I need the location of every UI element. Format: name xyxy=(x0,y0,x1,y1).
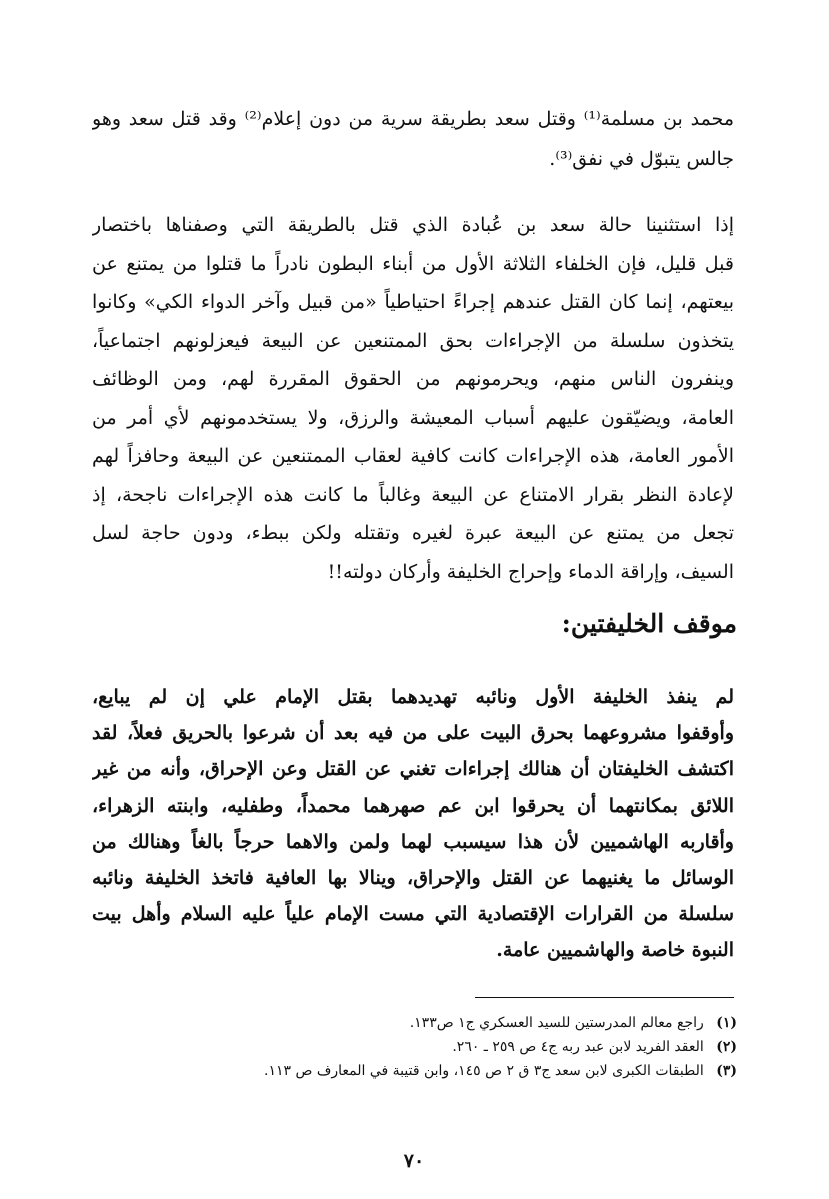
paragraph-line: العامة، ويضيّقون عليهم أسباب المعيشة والرزق، ولا يستخدمونهم لأي أمر من xyxy=(92,406,734,429)
paragraph-line: سلسلة من القرارات الإقتصادية التي مست الإمام علياً عليه السلام وأهل بيت xyxy=(92,903,734,926)
paragraph-section xyxy=(92,679,734,969)
paragraph-line: يتخذون سلسلة من الإجراءات بحق الممتنعين عن البيعة فيعزلونهم اجتماعياً، xyxy=(92,329,734,352)
paragraph-line: وأوقفوا مشروعهما بحرق البيت على من فيه بعد أن شرعوا بالحريق فعلاً، لقد xyxy=(92,722,734,745)
paragraph-line: جالس يتبوّل في نفق⁽³⁾. xyxy=(549,148,734,170)
paragraph-line: الأمور العامة، هذه الإجراءات كانت كافية لعقاب الممتنعين عن البيعة وحافزاً لهم xyxy=(92,445,734,467)
footnote-number: (٣) xyxy=(716,1063,737,1079)
footnote-item xyxy=(177,1059,737,1083)
paragraph-line: بيعتهم، إنما كان القتل عندهم إجراءً احتياطياً «من قبيل وآخر الدواء الكي» وكانوا xyxy=(92,291,734,313)
paragraph-line: إذا استثنينا حالة سعد بن عُبادة الذي قتل بالطريقة التي وصفناها باختصار xyxy=(92,214,734,236)
paragraph-line: تجعل من يمتنع عن البيعة عبرة لغيره وتقتله ولكن ببطء، ودون حاجة لسل xyxy=(92,522,734,544)
footnote-number: (١) xyxy=(716,1015,737,1031)
paragraph-line: لإعادة النظر بقرار الامتناع عن البيعة وغالباً ما كانت هذه الإجراءات ناجحة، إذ xyxy=(92,483,734,506)
footnote-divider xyxy=(475,997,734,998)
footnotes xyxy=(177,1011,737,1083)
footnote-text: راجع معالم المدرستين للسيد العسكري ج١ ص١٣٣. xyxy=(409,1015,704,1031)
paragraph-line: لم ينفذ الخليفة الأول ونائبه تهديدهما بقتل الإمام علي إن لم يبايع، xyxy=(92,686,734,708)
section-heading: موقف الخليفتين: xyxy=(561,609,737,638)
footnote-item xyxy=(177,1011,737,1035)
footnote-item xyxy=(177,1035,737,1059)
paragraph-intro xyxy=(92,99,734,179)
paragraph-line: وأقاربه الهاشميين لأن هذا سيسبب لهما ولمن والاهما حرجاً بالغاً وهنالك من xyxy=(92,830,734,853)
paragraph-line: الوسائل ما يغنيهما عن القتل والإحراق، وينالا بها العافية فاتخذ الخليفة ونائبه xyxy=(92,866,734,889)
paragraph-line: السيف، وإراقة الدماء وإحراج الخليفة وأركان دولته!! xyxy=(327,560,734,583)
paragraph-line: وينفرون الناس منهم، ويحرمونهم من الحقوق المقررة لهم، ومن الوظائف xyxy=(92,368,734,390)
paragraph-line: النبوة خاصة والهاشميين عامة. xyxy=(496,939,734,962)
paragraph-line: اللائق بمكانتهما أن يحرقوا ابن عم صهرهما محمداً، وطفليه، وابنته الزهراء، xyxy=(92,794,734,817)
footnote-text: الطبقات الكبرى لابن سعد ج٣ ق ٢ ص ١٤٥، وابن قتيبة في المعارف ص ١١٣. xyxy=(264,1063,704,1079)
paragraph-body xyxy=(92,206,734,591)
footnote-text: العقد الفريد لابن عبد ربه ج٤ ص ٢٥٩ ـ ٢٦٠. xyxy=(452,1039,704,1055)
paragraph-line: قبل قليل، فإن الخلفاء الثلاثة الأول من أبناء البطون نادراً ما قتلوا من يمتنع عن xyxy=(92,252,734,275)
paragraph-line: محمد بن مسلمة⁽¹⁾ وقتل سعد بطريقة سرية من دون إعلام⁽²⁾ وقد قتل سعد وهو xyxy=(92,108,734,130)
footnote-number: (٢) xyxy=(716,1039,737,1055)
paragraph-line: اكتشف الخليفتان أن هنالك إجراءات تغني عن القتل وعن الإحراق، وأنه من غير xyxy=(92,758,734,781)
page-number: ٧٠ xyxy=(403,1150,425,1172)
